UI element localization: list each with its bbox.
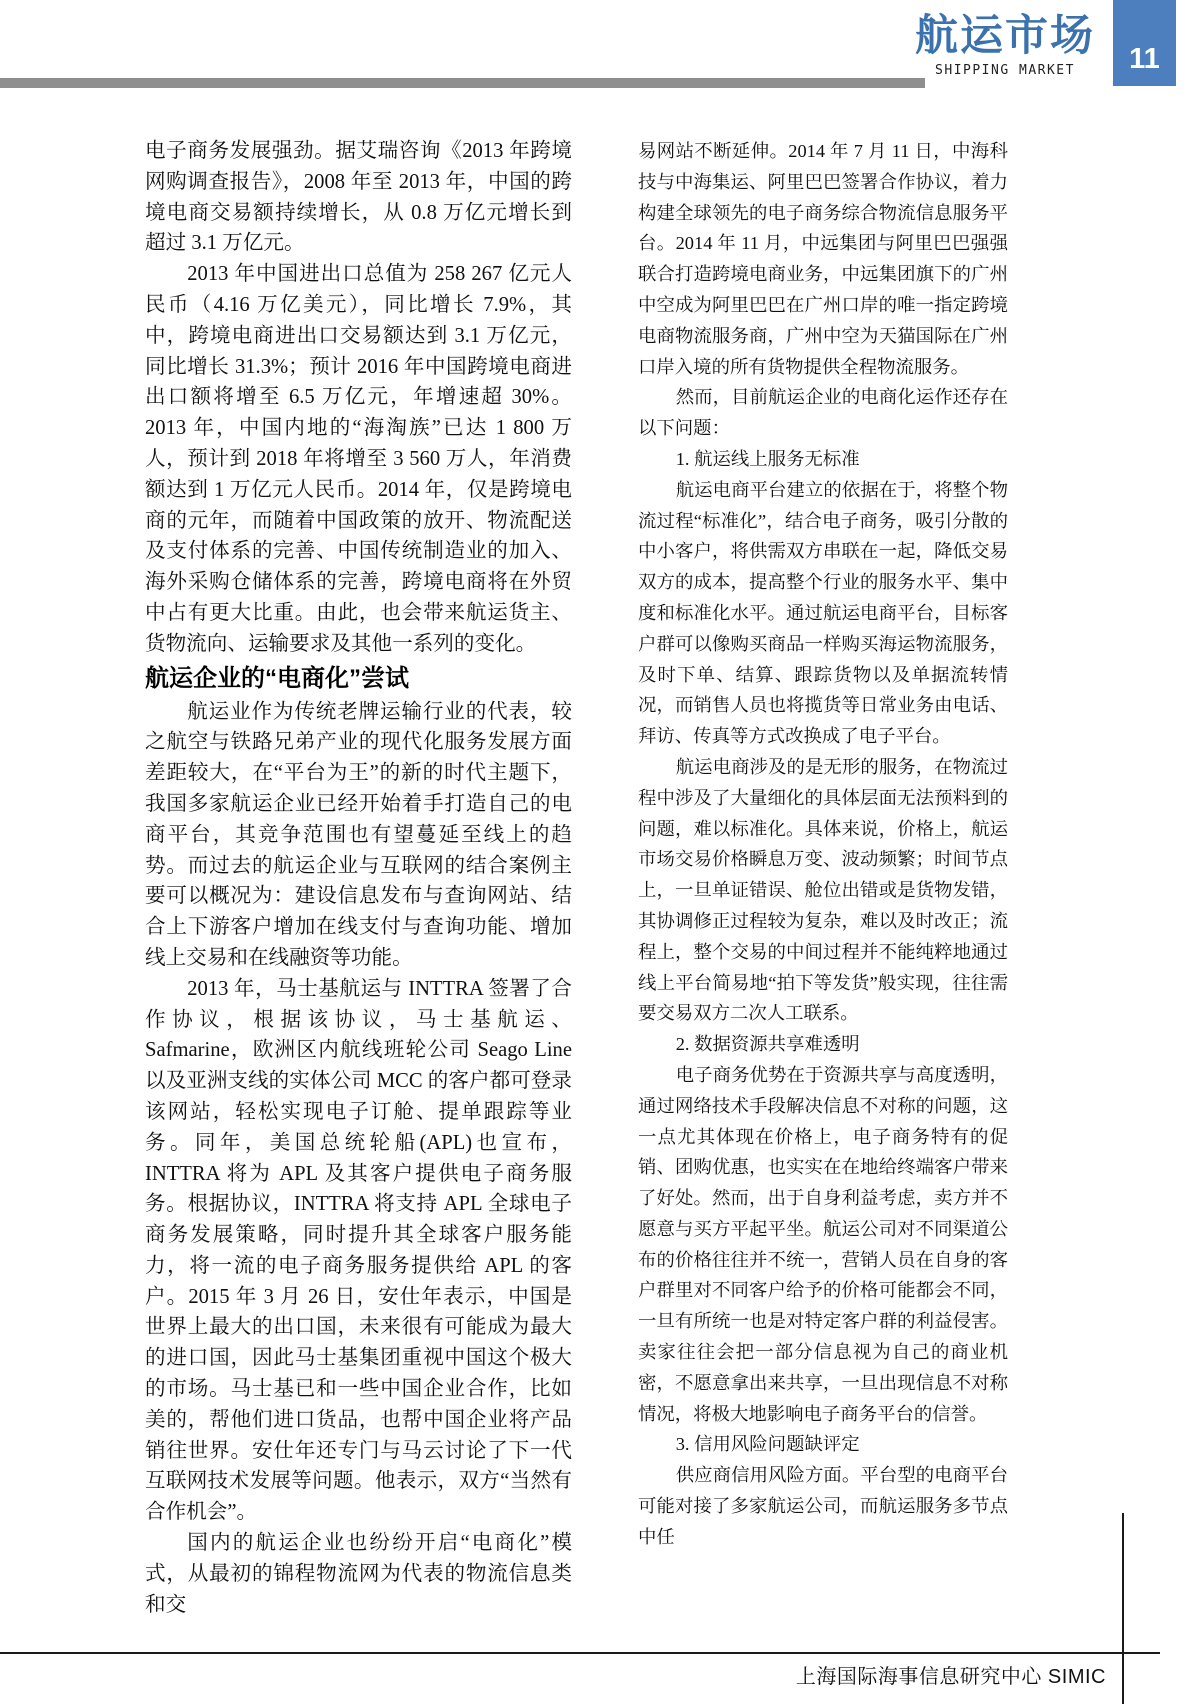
header-title-block [905,12,1105,78]
section-subtitle: SHIPPING MARKET [935,63,1075,78]
section-title: 航运市场 [915,12,1095,60]
paragraph: 电子商务发展强劲。据艾瑞咨询《2013 年跨境网购调查报告》，2008 年至 2013 年，中国的跨境电商交易额持续增长，从 0.8 万亿元增长到超过 3.1 万亿元。 [145,140,572,255]
paragraph: 2013 年，马士基航运与 INTTRA 签署了合作协议，根据该协议，马士基航运、Safmarine，欧洲区内航线班轮公司 Seago Line 以及亚洲支线的实体公司 MCC 的客户都可登录该网站，轻松实现电子订舱、提单跟踪等业务。同年，美国总统轮船(APL)也宣布，INTTRA 将为 APL 及其客户提供电子商务服务。根据协议，INTTRA 将支持 APL 全球电子商务发展策略，同时提升其全球客户服务能力，将一流的电子商务服务提供给 APL 的客户。2015 年 3 月 26 日，安仕年表示，中国是世界上最大的出口国，未来很有可能成为最大的进口国，因此马士基集团重视中国这个极大的市场。马士基已和一些中国企业合作，比如美的，帮他们进口货品，也帮中国企业将产品销往世界。安仕年还专门与马云讨论了下一代互联网技术发展等问题。他表示，双方“当然有合作机会”。 [145,977,572,1524]
paragraph: 航运电商涉及的是无形的服务，在物流过程中涉及了大量细化的具体层面无法预料到的问题，难以标准化。具体来说，价格上，航运市场交易价格瞬息万变、波动频繁；时间节点上，一旦单证错误、舱位出错或是货物发错，其协调修正过程较为复杂，难以及时改正；流程上，整个交易的中间过程并不能纯粹地通过线上平台简易地“拍下等发货”般实现，往往需要交易双方二次人工联系。 [638,756,1008,1024]
paragraph: 航运业作为传统老牌运输行业的代表，较之航空与铁路兄弟产业的现代化服务发展方面差距较大，在“平台为王”的新的时代主题下，我国多家航运企业已经开始着手打造自己的电商平台，其竞争范围也有望蔓延至线上的趋势。而过去的航运企业与互联网的结合案例主要可以概况为：建设信息发布与查询网站、结合上下游客户增加在线支付与查询功能、增加线上交易和在线融资等功能。 [145,700,572,969]
paragraph: 2. 数据资源共享难透明 [675,1034,860,1055]
paragraph: 3. 信用风险问题缺评定 [675,1434,860,1455]
footer-divider-line [0,1652,1160,1654]
paragraph: 电子商务优势在于资源共享与高度透明，通过网络技术手段解决信息不对称的问题，这一点尤其体现在价格上，电子商务特有的促销、团购优惠，也实实在在地给终端客户带来了好处。然而，出于自身利益考虑，卖方并不愿意与买方平起平坐。航运公司对不同渠道公布的价格往往并不统一，营销人员在自身的客户群里对不同客户给予的价格可能都会不同，一旦有所统一也是对特定客户群的利益侵害。卖家往往会把一部分信息视为自己的商业机密，不愿意拿出来共享，一旦出现信息不对称情况，将极大地影响电子商务平台的信誉。 [638,1064,1008,1424]
paragraph: 国内的航运企业也纷纷开启“电商化”模式，从最初的锦程物流网为代表的物流信息类和交 [145,1532,572,1616]
paragraph: 1. 航运线上服务无标准 [675,448,860,469]
page-number-badge: 11 [1113,0,1176,86]
header-divider-bar [0,78,925,88]
paragraph: 易网站不断延伸。2014 年 7 月 11 日，中海科技与中海集运、阿里巴巴签署合作协议，着力构建全球领先的电子商务综合物流信息服务平台。2014 年 11 月，中远集团与阿里巴巴强强联合打造跨境电商业务，中远集团旗下的广州中空成为阿里巴巴在广州口岸的唯一指定跨境电商物流服务商，广州中空为天猫国际在广州口岸入境的所有货物提供全程物流服务。 [638,141,1008,377]
text-column-right [638,136,1008,1553]
footer-text: 上海国际海事信息研究中心 SIMIC [795,1666,1106,1688]
text-column-left [145,136,572,1620]
paragraph: 然而，目前航运企业的电商化运作还存在以下问题： [638,387,1008,439]
paragraph: 2013 年中国进出口总值为 258 267 亿元人民币（4.16 万亿美元），同比增长 7.9%，其中，跨境电商进出口交易额达到 3.1 万亿元，同比增长 31.3%；预计 2016 年中国跨境电商进出口额将增至 6.5 万亿元，年增速超 30%。2013 年，中国内地的“海淘族”已达 1 800 万人，预计到 2018 年将增至 3 560 万人，年消费额达到 1 万亿元人民币。2014 年，仅是跨境电商的元年，而随着中国政策的放开、物流配送及支付体系的完善、中国传统制造业的加入、海外采购仓储体系的完善，跨境电商将在外贸中占有更大比重。由此，也会带来航运货主、货物流向、运输要求及其他一系列的变化。 [145,263,572,655]
paragraph: 航运电商平台建立的依据在于，将整个物流过程“标准化”，结合电子商务，吸引分散的中小客户，将供需双方串联在一起，降低交易双方的成本，提高整个行业的服务水平、集中度和标准化水平。通过航运电商平台，目标客户群可以像购买商品一样购买海运物流服务，及时下单、结算、跟踪货物以及单据流转情况，而销售人员也将揽货等日常业务由电话、拜访、传真等方式改换成了电子平台。 [638,479,1008,747]
section-heading: 航运企业的“电商化”尝试 [145,664,409,692]
footer-vertical-line [1122,1513,1124,1704]
paragraph: 供应商信用风险方面。平台型的电商平台可能对接了多家航运公司，而航运服务多节点中任 [638,1465,1008,1547]
